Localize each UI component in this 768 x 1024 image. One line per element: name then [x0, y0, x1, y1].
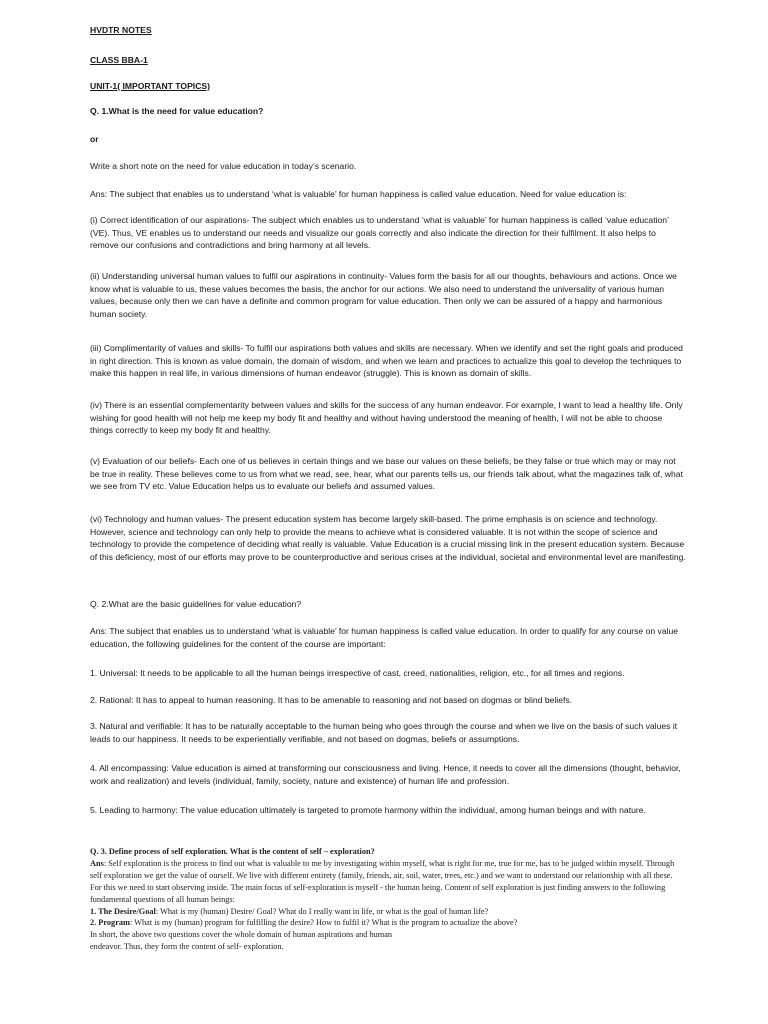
notes-heading: HVDTR NOTES — [90, 25, 152, 35]
q3-item-1 — [90, 906, 686, 918]
q1-point-6: (vi) Technology and human values- The present education system has become largely skill-based. The prime emphasis is on science and technology. However, science and technology can only help to provide the means to achieve what is considered valuable. It is not within the scope of science and technology to provide the competence of deciding what really is valuable. Value Education is a crucial missing link in the present education system. Because of this deficiency, most of our efforts may prove to be counterproductive and serious crises at the individual, societal and environmental level are manifesting. — [90, 514, 686, 562]
q1-question: Q. 1.What is the need for value education? — [90, 106, 264, 116]
q3-answer — [90, 858, 686, 906]
q1-point-2: (ii) Understanding universal human values to fulfil our aspirations in continuity- Values form the basis for all our thoughts, behaviours and actions. Once we know what is valuable to us, these values becomes the basis, the anchor for our actions. We also need to understand the universality of various human values, because only then we can have a definite and common program for value education. Then only we can be assured of a happy and harmonious human society. — [90, 271, 677, 319]
q1-point-4: (iv) There is an essential complementarity between values and skills for the success of any human endeavor. For example, I want to lead a healthy life. Only wishing for good health will not help me keep my body fit and healthy and without having understood the meaning of health, I will not be able to choose things correctly to keep my body fit and healthy. — [90, 400, 683, 436]
q3-item-2-label: 2. Program — [90, 918, 130, 928]
q1-answer-intro: Ans: The subject that enables us to understand ‘what is valuable’ for human happiness is called value education. Need for value education is: — [90, 189, 627, 199]
q3-answer-text: : Self exploration is the process to find out what is valuable to me by investigating within myself, what is right for me, true for me, has to be judged within myself. Through self exploration we get the value of ourself. We live with different entirety (family, friends, air, soil, water, trees, etc.) and we want to understand our relationship with all these. For this we need to start observing inside. The main focus of self-exploration is myself - the human being. Content of self exploration is just finding answers to the following fundamental questions of all human beings: — [90, 858, 675, 904]
q3-block — [90, 846, 686, 953]
q1-point-1: (i) Correct identification of our aspirations- The subject which enables us to understand ‘what is valuable’ for human happiness is called ‘value education’ (VE). Thus, VE enables us to understand our needs and visualize our goals correctly and also indicate the direction for their fulfilment. It also helps to remove our confusions and contradictions and bring harmony at all levels. — [90, 215, 669, 251]
q2-guideline-4: 4. All encompassing: Value education is aimed at transforming our consciousness and living. Hence, it needs to cover all the dimensions (thought, behavior, work and realization) and levels (individual, family, society, nature and existence) of human life and profession. — [90, 763, 681, 786]
q2-answer-intro: Ans: The subject that enables us to understand ‘what is valuable’ for human happiness is called value education. In order to qualify for any course on value education, the following guidelines for the content of the course are important: — [90, 626, 679, 649]
q3-item-2-text: : What is my (human) program for fulfilling the desire? How to fulfil it? What is the program to actualize the above? — [129, 918, 518, 928]
q2-guideline-2: 2. Rational: It has to appeal to human reasoning. It has to be amenable to reasoning and not based on dogmas or blind beliefs. — [90, 695, 573, 705]
q1-point-5: (v) Evaluation of our beliefs- Each one of us believes in certain things and we base our values on these beliefs, be they false or true which may or may not be true in reality. These believes come to us from what we read, see, hear, what our parents tells us, our friends talk about, what the magazines talk of, what we see from TV etc. Value Education helps us to evaluate our beliefs and assumed values. — [90, 456, 683, 492]
q1-or: or — [90, 134, 99, 144]
q1-alt-question: Write a short note on the need for value education in today’s scenario. — [90, 161, 357, 171]
q2-question: Q. 2.What are the basic guidelines for value education? — [90, 599, 302, 609]
q3-item-1-label: 1. The Desire/Goal — [90, 906, 156, 916]
q1-point-3: (iii) Complimentarity of values and skills- To fulfil our aspirations both values and skills are necessary. When we identify and set the right goals and produced in right direction. This is known as value domain, the domain of wisdom, and when we learn and practices to actualize this goal to develop the techniques to make this happen in real life, in various dimensions of human endeavor (struggle). This is known as domain of skills. — [90, 343, 683, 379]
q3-question: Q. 3. Define process of self exploration. What is the content of self – exploration? — [90, 847, 375, 856]
q2-guideline-3: 3. Natural and verifiable: It has to be naturally acceptable to the human being who goes through the course and when we live on the basis of such values it leads to our happiness. It needs to be experientially verifiable, and not based on dogmas, beliefs or assumptions. — [90, 721, 678, 744]
unit-heading: UNIT-1( IMPORTANT TOPICS) — [90, 81, 210, 91]
q3-summary-1: In short, the above two questions cover the whole domain of human aspirations and human — [90, 930, 393, 940]
q2-guideline-5: 5. Leading to harmony: The value education ultimately is targeted to promote harmony within the individual, among human beings and with nature. — [90, 805, 646, 815]
q3-answer-label: Ans — [90, 858, 104, 868]
class-heading: CLASS BBA-1 — [90, 55, 148, 65]
q3-summary-2: endeavor. Thus, they form the content of self- exploration. — [90, 942, 284, 952]
q3-item-1-text: : What is my (human) Desire/ Goal? What do I really want in life, or what is the goal of human life? — [155, 906, 489, 916]
q3-item-2 — [90, 917, 686, 929]
q2-guideline-1: 1. Universal: It needs to be applicable to all the human beings irrespective of cast, creed, nationalities, religion, etc., for all times and regions. — [90, 668, 625, 678]
